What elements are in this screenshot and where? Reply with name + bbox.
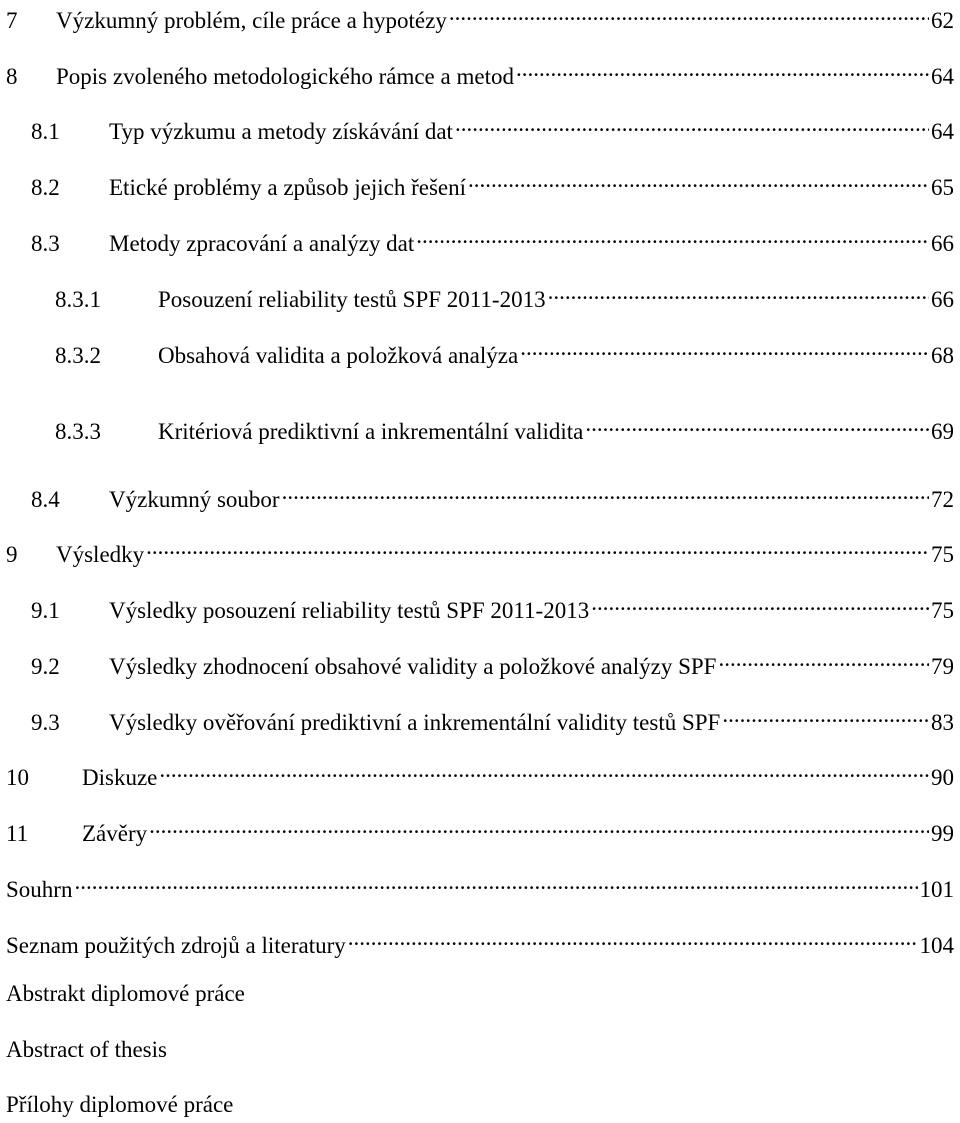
dot-leader [520,333,929,363]
dot-leader [591,588,929,618]
toc-entry[interactable] [6,867,954,902]
toc-entry-number: 8.1 [31,119,60,144]
toc-entry-title: Kritériová prediktivní a inkrementální validita [158,419,584,444]
toc-entry-title: Výsledky [56,542,145,567]
dot-leader [348,923,918,953]
toc-entry[interactable] [6,979,954,1009]
toc-entry[interactable] [31,165,954,200]
toc-entry-number: 8.4 [31,487,60,512]
toc-entry-title: Výsledky zhodnocení obsahové validity a položkové analýzy SPF [109,654,717,679]
toc-entry-title: Metody zpracování a analýzy dat [109,231,415,256]
dot-leader [74,867,917,897]
toc-entry[interactable] [31,477,954,512]
toc-entry-page: 79 [931,654,954,679]
toc-entry-page: 75 [931,598,954,623]
dot-leader [548,277,929,307]
toc-entry-title: Diskuze [82,765,158,790]
toc-entry-number: 8.3.1 [55,287,101,312]
dot-leader [722,700,929,730]
toc-entry-title: Etické problémy a způsob jejich řešení [109,175,467,200]
toc-entry[interactable] [31,700,954,735]
toc-entry[interactable] [6,1090,954,1120]
toc-entry[interactable] [31,221,954,256]
toc-entry-number: 8.3.2 [55,343,101,368]
toc-entry-page: 66 [931,231,954,256]
toc-entry-title: Obsahová validita a položková analýza [158,343,519,368]
toc-entry-title: Výsledky ověřování prediktivní a inkrementální validity testů SPF [109,710,721,735]
dot-leader [159,755,929,785]
dot-leader [516,54,929,84]
toc-entry[interactable] [6,0,954,33]
dot-leader [455,109,929,139]
toc-entry[interactable] [55,333,954,368]
toc-entry-page: 68 [931,343,954,368]
toc-entry[interactable] [55,277,954,312]
toc-entry-number: 11 [6,821,29,846]
dot-leader [468,165,929,195]
toc-entry[interactable] [6,54,954,89]
dot-leader [282,477,929,507]
toc-entry[interactable] [31,644,954,679]
toc-entry-page: 62 [931,8,954,33]
dot-leader [416,221,929,251]
dot-leader [449,0,929,28]
toc-entry-page: 72 [931,487,954,512]
toc-entry[interactable] [6,1035,954,1065]
toc-entry-number: 8.3.3 [55,419,101,444]
toc-entry[interactable] [31,109,954,144]
toc-entry-page: 65 [931,175,954,200]
toc-entry-title: Typ výzkumu a metody získávání dat [109,119,453,144]
toc-entry-title: Závěry [82,821,148,846]
toc-entry-title: Souhrn [6,877,73,902]
toc-entry-title: Výzkumný problém, cíle práce a hypotézy [56,8,447,33]
toc-entry-page: 64 [931,119,954,144]
toc-entry-number: 7 [6,8,18,33]
toc-entry-title: Výsledky posouzení reliability testů SPF 2011-2013 [109,598,590,623]
toc-entry-page: 83 [931,710,954,735]
toc-entry-number: 9 [6,542,18,567]
toc-entry-number: 9.3 [31,710,60,735]
dot-leader [718,644,929,674]
toc-entry-page: 75 [931,542,954,567]
toc-entry[interactable] [6,811,954,846]
toc-entry-title: Výzkumný soubor [109,487,280,512]
toc-entry[interactable] [6,755,954,790]
toc-entry[interactable] [6,923,954,958]
toc-entry-title: Seznam použitých zdrojů a literatury [6,933,346,958]
toc-entry-page: 66 [931,287,954,312]
toc-entry-title: Posouzení reliability testů SPF 2011-2013 [158,287,546,312]
toc-entry-page: 64 [931,64,954,89]
toc-entry-page: 99 [931,821,954,846]
toc-entry-page: 69 [931,419,954,444]
toc-entry-number: 8.2 [31,175,60,200]
toc-entry-number: 9.1 [31,598,60,623]
toc-entry-title: Abstract of thesis [6,1037,167,1062]
dot-leader [585,409,929,439]
dot-leader [149,811,929,841]
dot-leader [146,532,929,562]
toc-entry-page: 101 [919,877,954,902]
toc-entry-title: Abstrakt diplomové práce [6,981,245,1006]
toc-entry-page: 104 [919,933,954,958]
toc-entry[interactable] [55,409,954,444]
toc-entry[interactable] [31,588,954,623]
toc-entry-page: 90 [931,765,954,790]
toc-entry-number: 8 [6,64,18,89]
toc-entry-number: 10 [6,765,29,790]
toc-entry-title: Popis zvoleného metodologického rámce a metod [56,64,514,89]
toc-entry[interactable] [6,532,954,567]
toc-entry-number: 9.2 [31,654,60,679]
toc-entry-title: Přílohy diplomové práce [6,1092,234,1117]
toc-entry-number: 8.3 [31,231,60,256]
